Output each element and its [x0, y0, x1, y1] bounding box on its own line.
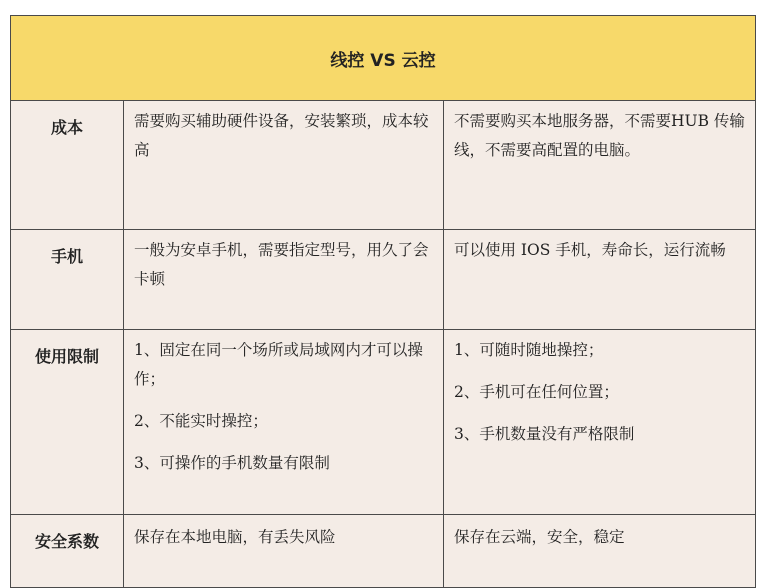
header-row: [11, 16, 756, 101]
cell-text: 一般为安卓手机，需要指定型号，用久了会卡顿: [134, 241, 429, 288]
wire-control-safety: [124, 515, 444, 588]
list-item: 2、不能实时操控；: [134, 412, 268, 430]
table-title: 线控 VS 云控: [11, 16, 756, 101]
cell-text: 不需要购买本地服务器，不需要HUB 传输线，不需要高配置的电脑。: [454, 112, 745, 159]
cloud-control-phone: [444, 230, 756, 330]
list-item: 3、手机数量没有严格限制: [454, 425, 635, 443]
list-item: 3、可操作的手机数量有限制: [134, 454, 330, 472]
table-row-usage-limit: [11, 330, 756, 515]
wire-control-usage-limit: [124, 330, 444, 515]
cell-text: 可以使用 IOS 手机，寿命长，运行流畅: [454, 241, 726, 259]
cloud-control-cost: [444, 101, 756, 230]
cell-text: 需要购买辅助硬件设备，安装繁琐，成本较高: [134, 112, 429, 159]
row-label-safety: 安全系数: [11, 515, 124, 588]
table-row-phone: [11, 230, 756, 330]
table-row-cost: [11, 101, 756, 230]
row-label-usage-limit: 使用限制: [11, 330, 124, 515]
cell-text: 保存在云端，安全，稳定: [454, 528, 625, 546]
comparison-table: [10, 15, 756, 588]
cloud-control-safety: [444, 515, 756, 588]
row-label-cost: 成本: [11, 101, 124, 230]
list-item: 2、手机可在任何位置；: [454, 383, 619, 401]
cloud-control-usage-limit: [444, 330, 756, 515]
wire-control-phone: [124, 230, 444, 330]
row-label-phone: 手机: [11, 230, 124, 330]
cell-text: 保存在本地电脑，有丢失风险: [134, 528, 336, 546]
wire-control-cost: [124, 101, 444, 230]
table-row-safety: [11, 515, 756, 588]
list-item: 1、可随时随地操控；: [454, 341, 604, 359]
list-item: 1、固定在同一个场所或局域网内才可以操作；: [134, 341, 423, 388]
